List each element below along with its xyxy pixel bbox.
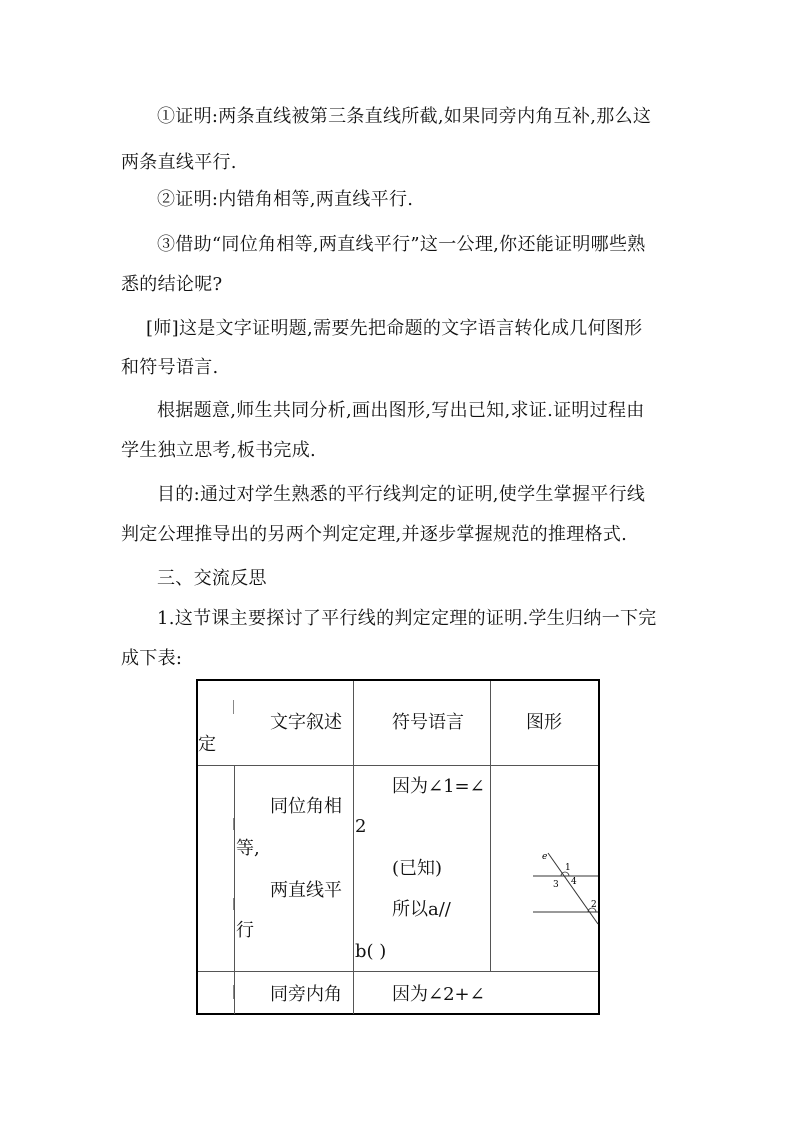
faint-mark-2 — [233, 818, 234, 830]
parallel-lines-figure — [528, 848, 600, 930]
table-header-symbol: 符号语言 — [392, 712, 464, 733]
paragraph-teacher-line2: 和符号语言. — [121, 357, 219, 378]
faint-mark-1 — [233, 700, 234, 714]
table-row-divider-2 — [198, 971, 598, 972]
row1-symbol-line1: 因为∠1=∠ — [392, 776, 485, 797]
row1-text-line3: 两直线平 — [270, 880, 342, 901]
table-col-divider-3 — [490, 681, 491, 971]
table-border-right — [598, 679, 600, 1015]
paragraph-proof-1-line2: 两条直线平行. — [121, 152, 237, 173]
label-4: 4 — [571, 877, 577, 887]
row2-symbol: 因为∠2+∠ — [392, 984, 485, 1005]
paragraph-summary-line1: 1.这节课主要探讨了平行线的判定定理的证明.学生归纳一下完 — [157, 608, 657, 629]
table-header-text: 文字叙述 — [270, 712, 342, 733]
table-header-figure: 图形 — [526, 712, 562, 733]
faint-mark-3 — [233, 898, 234, 910]
label-2: 2 — [591, 900, 597, 910]
paragraph-summary-line2: 成下表: — [121, 648, 183, 669]
paragraph-proof-3-line2: 悉的结论呢? — [121, 274, 223, 295]
table-border-top — [196, 679, 600, 681]
table-col-divider-1 — [234, 765, 235, 1014]
row1-symbol-line4: 所以a// — [392, 899, 451, 920]
section-heading-reflection: 三、交流反思 — [157, 568, 267, 589]
faint-mark-4 — [233, 985, 234, 999]
row1-text-line1: 同位角相 — [270, 796, 342, 817]
row1-text-line2: 等, — [236, 838, 260, 859]
row1-symbol-line5: b( ) — [355, 941, 387, 962]
paragraph-analysis-line1: 根据题意,师生共同分析,画出图形,写出已知,求证.证明过程由 — [157, 400, 645, 421]
paragraph-purpose-line2: 判定公理推导出的另两个判定定理,并逐步掌握规范的推理格式. — [121, 524, 628, 545]
paragraph-proof-3-line1: ③借助“同位角相等,两直线平行”这一公理,你还能证明哪些熟 — [157, 234, 646, 255]
paragraph-proof-2: ②证明:内错角相等,两直线平行. — [157, 189, 414, 210]
paragraph-analysis-line2: 学生独立思考,板书完成. — [121, 440, 317, 461]
paragraph-teacher-line1: [师]这是文字证明题,需要先把命题的文字语言转化成几何图形 — [146, 318, 643, 339]
row2-text: 同旁内角 — [270, 984, 342, 1005]
label-1: 1 — [565, 863, 571, 873]
label-3: 3 — [553, 880, 559, 890]
row1-symbol-line3: (已知) — [392, 858, 443, 879]
table-col-divider-2 — [353, 681, 354, 1014]
table-row-divider-1 — [198, 765, 598, 766]
row1-symbol-line2: 2 — [355, 816, 367, 837]
table-header-col0: 定 — [198, 734, 216, 755]
table-border-left — [196, 679, 198, 1015]
row1-text-line4: 行 — [236, 920, 254, 941]
paragraph-purpose-line1: 目的:通过对学生熟悉的平行线判定的证明,使学生掌握平行线 — [157, 484, 646, 505]
table-border-bottom — [196, 1013, 600, 1015]
paragraph-proof-1-line1: ①证明:两条直线被第三条直线所截,如果同旁内角互补,那么这 — [157, 106, 652, 127]
label-e: e — [542, 852, 548, 862]
